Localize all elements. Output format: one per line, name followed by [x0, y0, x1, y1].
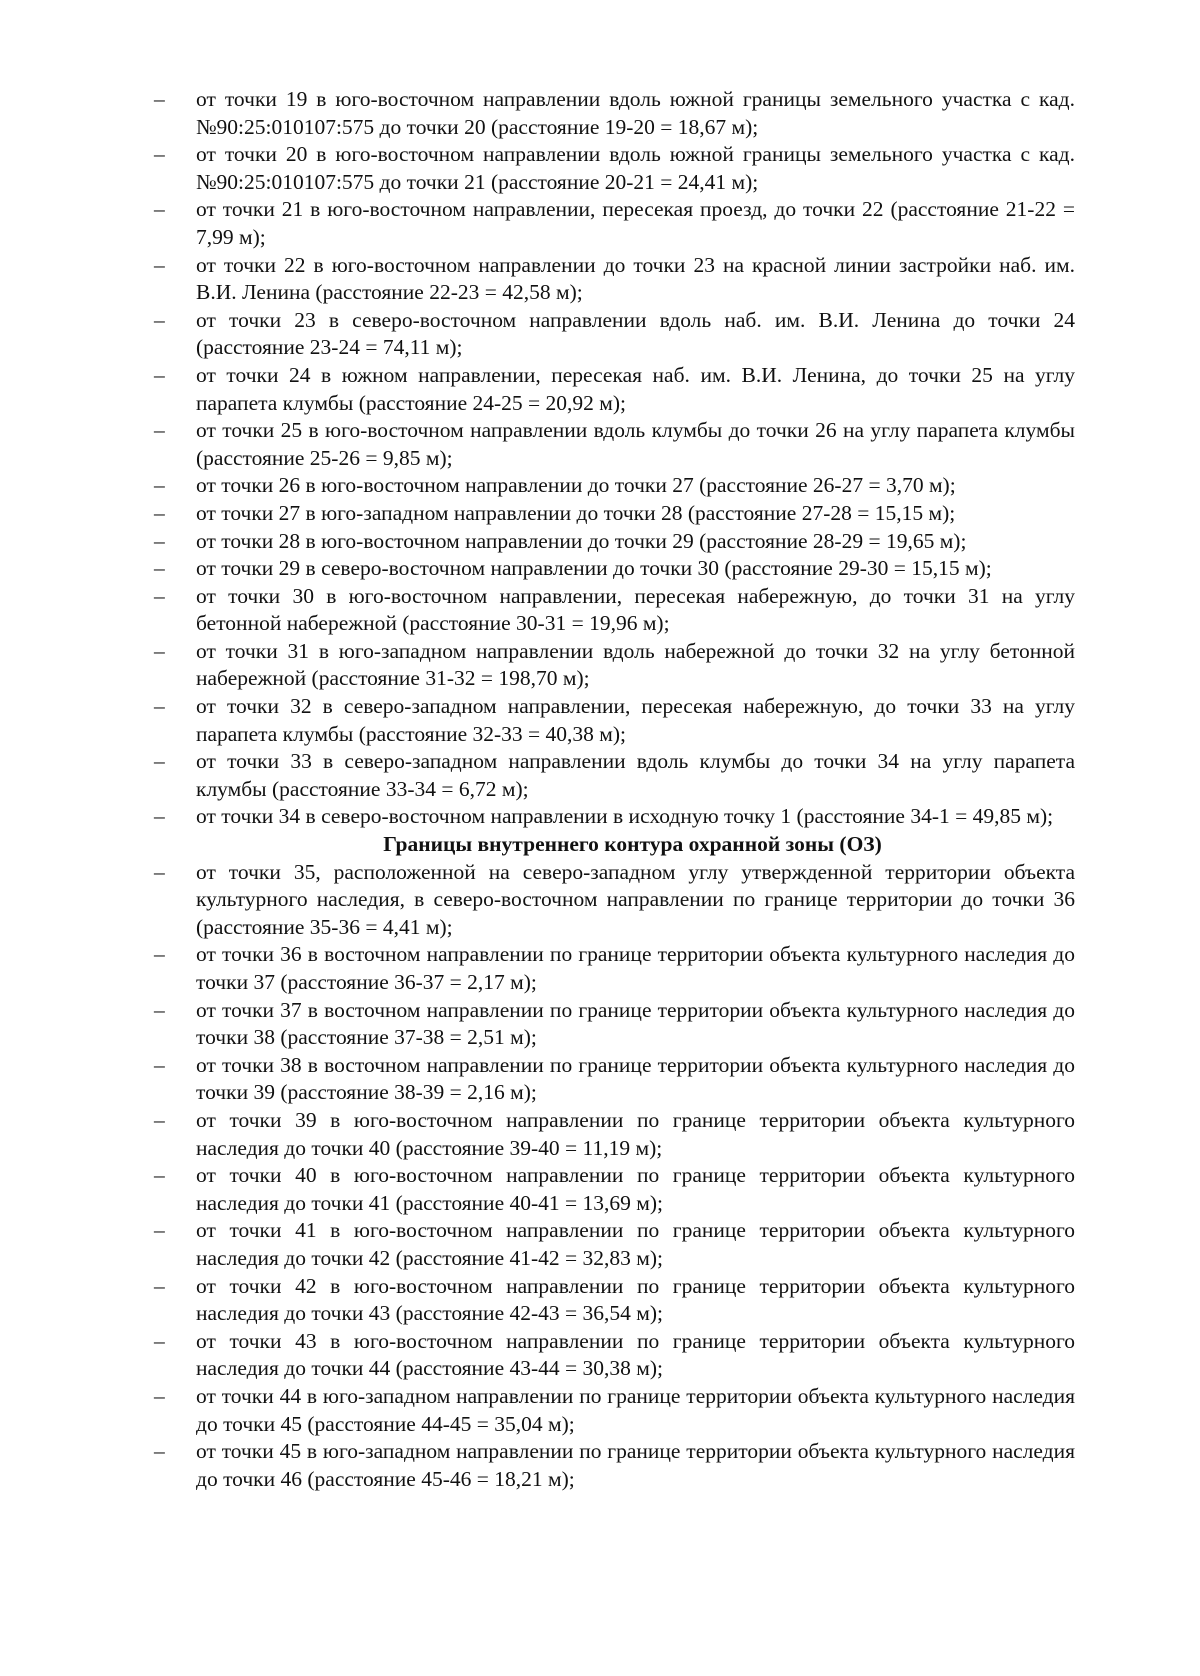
boundary-list-inner [150, 859, 1075, 1494]
section-heading: Границы внутреннего контура охранной зоны (ОЗ) [383, 832, 882, 857]
list-item-text: от точки 21 в юго-восточном направлении, пересекая проезд, до точки 22 (расстояние 21-22 = 7,99 м); [196, 197, 1075, 249]
list-item-text: от точки 20 в юго-восточном направлении вдоль южной границы земельного участка с кад. №90:25:010107:575 до точки 21 (расстояние 20-21 = 24,41 м); [196, 142, 1075, 194]
list-item-text: от точки 29 в северо-восточном направлении до точки 30 (расстояние 29-30 = 15,15 м); [196, 556, 992, 581]
list-item-text: от точки 43 в юго-восточном направлении по границе территории объекта культурного наследия до точки 44 (расстояние 43-44 = 30,38 м); [196, 1328, 1075, 1381]
list-item [150, 196, 1075, 251]
list-item [150, 748, 1075, 803]
list-item [150, 583, 1075, 638]
list-item-text: от точки 25 в юго-восточном направлении вдоль клумбы до точки 26 на углу парапета клумбы (расстояние 25-26 = 9,85 м); [196, 418, 1075, 470]
list-item-text: от точки 42 в юго-восточном направлении по границе территории объекта культурного наследия до точки 43 (расстояние 42-43 = 36,54 м); [196, 1273, 1075, 1326]
list-dash: – [154, 87, 165, 111]
list-dash: – [154, 804, 165, 829]
list-dash: – [154, 1163, 165, 1188]
list-item [150, 941, 1075, 996]
list-item-text: от точки 39 в юго-восточном направлении по границе территории объекта культурного наследия до точки 40 (расстояние 39-40 = 11,19 м); [196, 1107, 1075, 1160]
list-dash: – [154, 997, 165, 1022]
list-item-text: от точки 41 в юго-восточном направлении по границе территории объекта культурного наследия до точки 42 (расстояние 41-42 = 32,83 м); [196, 1218, 1075, 1270]
list-dash: – [154, 528, 165, 553]
list-item [150, 1217, 1075, 1272]
list-item-text: от точки 38 в восточном направлении по границе территории объекта культурного наследия до точки 39 (расстояние 38-39 = 2,16 м); [196, 1052, 1075, 1105]
list-item [150, 859, 1075, 942]
list-item [150, 362, 1075, 417]
list-item-text: от точки 36 в восточном направлении по границе территории объекта культурного наследия до точки 37 (расстояние 36-37 = 2,17 м); [196, 942, 1075, 994]
list-dash: – [154, 556, 165, 581]
list-item-text: от точки 30 в юго-восточном направлении, пересекая набережную, до точки 31 на углу бетонной набережной (расстояние 30-31 = 19,96 м); [196, 583, 1075, 636]
list-dash: – [154, 1107, 165, 1132]
list-item-text: от точки 44 в юго-западном направлении по границе территории объекта культурного наследия до точки 45 (расстояние 44-45 = 35,04 м); [196, 1383, 1075, 1436]
list-item [150, 1328, 1075, 1383]
list-dash: – [154, 252, 165, 277]
list-dash: – [154, 362, 165, 387]
list-item-text: от точки 19 в юго-восточном направлении вдоль южной границы земельного участка с кад. №90:25:010107:575 до точки 20 (расстояние 19-20 = 18,67 м); [196, 87, 1075, 139]
list-item [150, 417, 1075, 472]
list-item [150, 472, 1075, 500]
list-item-text: от точки 32 в северо-западном направлении, пересекая набережную, до точки 33 на углу парапета клумбы (расстояние 32-33 = 40,38 м); [196, 694, 1075, 746]
list-item [150, 252, 1075, 307]
list-dash: – [154, 1328, 165, 1353]
list-dash: – [154, 1383, 165, 1408]
list-item [150, 638, 1075, 693]
list-item [150, 693, 1075, 748]
list-dash: – [154, 694, 165, 719]
list-item-text: от точки 22 в юго-восточном направлении до точки 23 на красной линии застройки наб. им. В.И. Ленина (расстояние 22-23 = 42,58 м); [196, 252, 1075, 305]
list-dash: – [154, 1218, 165, 1243]
list-item-text: от точки 37 в восточном направлении по границе территории объекта культурного наследия до точки 38 (расстояние 37-38 = 2,51 м); [196, 997, 1075, 1050]
list-item-text: от точки 26 в юго-восточном направлении до точки 27 (расстояние 26-27 = 3,70 м); [196, 473, 956, 498]
list-item-text: от точки 45 в юго-западном направлении по границе территории объекта культурного наследия до точки 46 (расстояние 45-46 = 18,21 м); [196, 1439, 1075, 1491]
list-dash: – [154, 418, 165, 443]
list-item [150, 1162, 1075, 1217]
list-dash: – [154, 1439, 165, 1464]
list-item [150, 307, 1075, 362]
list-dash: – [154, 859, 165, 884]
list-item [150, 1052, 1075, 1107]
boundary-list-outer [150, 86, 1075, 831]
document-page [150, 86, 1075, 1646]
list-dash: – [154, 500, 165, 525]
list-item [150, 528, 1075, 556]
list-item [150, 555, 1075, 583]
list-item [150, 803, 1075, 831]
list-dash: – [154, 473, 165, 498]
list-item-text: от точки 33 в северо-западном направлении вдоль клумбы до точки 34 на углу парапета клумбы (расстояние 33-34 = 6,72 м); [196, 749, 1075, 801]
list-dash: – [154, 942, 165, 967]
list-item-text: от точки 40 в юго-восточном направлении по границе территории объекта культурного наследия до точки 41 (расстояние 40-41 = 13,69 м); [196, 1163, 1075, 1215]
list-item [150, 86, 1075, 141]
list-item [150, 1438, 1075, 1493]
list-item [150, 997, 1075, 1052]
list-item-text: от точки 24 в южном направлении, пересекая наб. им. В.И. Ленина, до точки 25 на углу парапета клумбы (расстояние 24-25 = 20,92 м); [196, 362, 1075, 415]
list-item [150, 1383, 1075, 1438]
list-dash: – [154, 197, 165, 222]
list-item [150, 1273, 1075, 1328]
list-dash: – [154, 142, 165, 167]
list-dash: – [154, 307, 165, 332]
list-item-text: от точки 31 в юго-западном направлении вдоль набережной до точки 32 на углу бетонной набережной (расстояние 31-32 = 198,70 м); [196, 638, 1075, 691]
list-item [150, 1107, 1075, 1162]
list-dash: – [154, 638, 165, 663]
list-item-text: от точки 23 в северо-восточном направлении вдоль наб. им. В.И. Ленина до точки 24 (расстояние 23-24 = 74,11 м); [196, 307, 1075, 360]
list-item [150, 141, 1075, 196]
list-item-text: от точки 35, расположенной на северо-западном углу утвержденной территории объекта культурного наследия, в северо-восточном направлении по границе территории до точки 36 (расстояние 35-36 = 4,41 м); [196, 859, 1075, 939]
list-dash: – [154, 1052, 165, 1077]
list-dash: – [154, 1273, 165, 1298]
list-item-text: от точки 34 в северо-восточном направлении в исходную точку 1 (расстояние 34-1 = 49,85 м); [196, 804, 1054, 829]
list-dash: – [154, 583, 165, 608]
list-item-text: от точки 27 в юго-западном направлении до точки 28 (расстояние 27-28 = 15,15 м); [196, 500, 956, 525]
list-item [150, 500, 1075, 528]
list-dash: – [154, 749, 165, 774]
list-item-text: от точки 28 в юго-восточном направлении до точки 29 (расстояние 28-29 = 19,65 м); [196, 528, 967, 553]
